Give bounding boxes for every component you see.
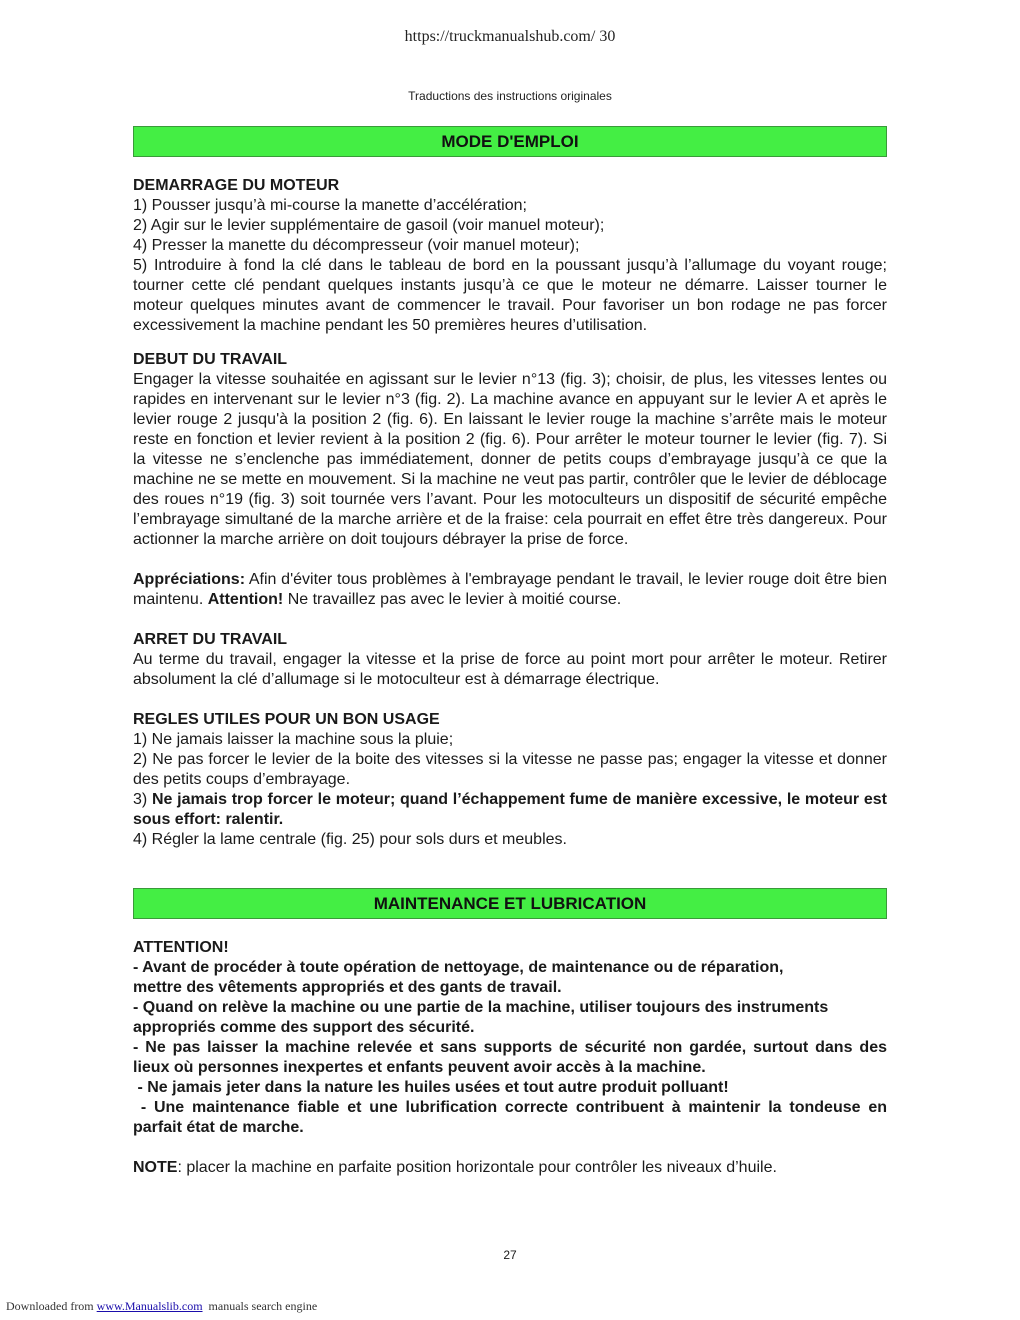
demarrage-heading: DEMARRAGE DU MOTEUR bbox=[133, 177, 340, 194]
regles-item-4: 4) Régler la lame centrale (fig. 25) pour sols durs et meubles. bbox=[133, 831, 567, 848]
regles-heading: REGLES UTILES POUR UN BON USAGE bbox=[133, 711, 440, 728]
appreciations-paragraph bbox=[133, 570, 887, 610]
demarrage-step-4: 4) Presser la manette du décompresseur (voir manuel moteur); bbox=[133, 237, 580, 254]
appreciations-text-2: Ne travaillez pas avec le levier à moitié course. bbox=[283, 591, 622, 608]
section-title-maintenance: MAINTENANCE ET LUBRICATION bbox=[133, 888, 887, 919]
debut-heading: DEBUT DU TRAVAIL bbox=[133, 351, 288, 368]
regles-item-3-number: 3) bbox=[133, 791, 152, 808]
debut-text: Engager la vitesse souhaitée en agissant sur le levier n°13 (fig. 3); choisir, de plus, les vitesses lentes ou rapides en intervenant sur le levier n°3 (fig. 2). La machine avance en appuyant sur le levier A et après le levier rouge 2 jusqu'à la position 2 (fig. 6). En laissant le levier rouge la machine s’arrête mais le moteur reste en fonction et levier revient à la position 2 (fig. 6). Pour arrêter le moteur tourner le levier (fig. 7). Si la vitesse ne s’enclenche pas immédiatement, donner de petits coups d’embrayage jusqu’à ce que la machine ne se mette en mouvement. Si la machine ne veut pas partir, contrôler que le levier de déblocage des roues n°19 (fig. 3) soit tournée vers l’avant. Pour les motoculteurs un dispositif de sécurité empêche l’embrayage simultané de la marche arrière et de la fraise: cela pourrait en effet être très dangereux. Pour actionner la marche arrière on doit toujours débrayer la prise de force. bbox=[133, 371, 887, 548]
demarrage-step-2: 2) Agir sur le levier supplémentaire de gasoil (voir manuel moteur); bbox=[133, 217, 605, 234]
arret-heading: ARRET DU TRAVAIL bbox=[133, 631, 288, 648]
regles-item-3 bbox=[133, 790, 887, 830]
source-url[interactable]: https://truckmanualshub.com/ 30 bbox=[404, 28, 616, 45]
mode-emploi-content bbox=[133, 176, 887, 850]
footer-suffix: manuals search engine bbox=[202, 1299, 318, 1313]
demarrage-step-5: 5) Introduire à fond la clé dans le tableau de bord en la poussant jusqu’à l’allumage du voyant rouge; tourner cette clé pendant quelques instants jusqu’à ce que le moteur ne démarre. Laisser tourner le moteur quelques minutes avant de commencer le travail. Pour favoriser un bon rodage ne pas forcer excessivement la machine pendant les 50 premières heures d’utilisation. bbox=[133, 257, 887, 334]
regles-item-1: 1) Ne jamais laisser la machine sous la pluie; bbox=[133, 731, 454, 748]
note-paragraph bbox=[133, 1158, 887, 1178]
maintenance-warning-4: - Ne jamais jeter dans la nature les huiles usées et tout autre produit polluant! bbox=[133, 1079, 729, 1096]
arret-text: Au terme du travail, engager la vitesse et la prise de force au point mort pour arrêter le moteur. Retirer absolument la clé d’allumage si le motoculteur est à démarrage électrique. bbox=[133, 651, 887, 688]
maintenance-warning-1: - Avant de procéder à toute opération de nettoyage, de maintenance ou de réparation, mettre des vêtements appropriés et des gants de travail. bbox=[133, 959, 784, 996]
maintenance-content bbox=[133, 938, 892, 1178]
regles-item-3-text: Ne jamais trop forcer le moteur; quand l’échappement fume de manière excessive, le moteur est sous effort: ralentir. bbox=[133, 791, 887, 828]
appreciations-label: Appréciations: bbox=[133, 571, 246, 588]
attention-heading: ATTENTION! bbox=[133, 939, 229, 956]
note-label: NOTE bbox=[133, 1159, 178, 1176]
demarrage-step-1: 1) Pousser jusqu’à mi-course la manette d’accélération; bbox=[133, 197, 527, 214]
maintenance-warning-3: - Ne pas laisser la machine relevée et sans supports de sécurité non gardée, surtout dans des lieux où personnes inexpertes et enfants peuvent avoir accès à la machine. bbox=[133, 1039, 887, 1076]
manualslib-link[interactable]: www.Manualslib.com bbox=[96, 1299, 203, 1313]
page-number: 27 bbox=[503, 1248, 517, 1262]
note-text: : placer la machine en parfaite position horizontale pour contrôler les niveaux d’huile. bbox=[177, 1159, 777, 1176]
section-title-mode-emploi: MODE D'EMPLOI bbox=[133, 126, 887, 157]
download-footer bbox=[6, 1299, 317, 1314]
regles-item-2: 2) Ne pas forcer le levier de la boite des vitesses si la vitesse ne passe pas; engager la vitesse et donner des petits coups d’embrayage. bbox=[133, 751, 887, 788]
document-subtitle: Traductions des instructions originales bbox=[408, 89, 612, 103]
maintenance-warning-2: - Quand on relève la machine ou une partie de la machine, utiliser toujours des instruments appropriés comme des support des sécurité. bbox=[133, 999, 829, 1036]
footer-prefix: Downloaded from bbox=[6, 1299, 97, 1313]
appreciations-text-1: Afin d'éviter tous problèmes à l'embrayage pendant le travail, le levier rouge doit être bien maintenu. bbox=[133, 571, 887, 608]
maintenance-warning-5: - Une maintenance fiable et une lubrification correcte contribuent à maintenir la tondeuse en parfait état de marche. bbox=[133, 1099, 892, 1136]
appreciations-attention: Attention! bbox=[207, 591, 284, 608]
